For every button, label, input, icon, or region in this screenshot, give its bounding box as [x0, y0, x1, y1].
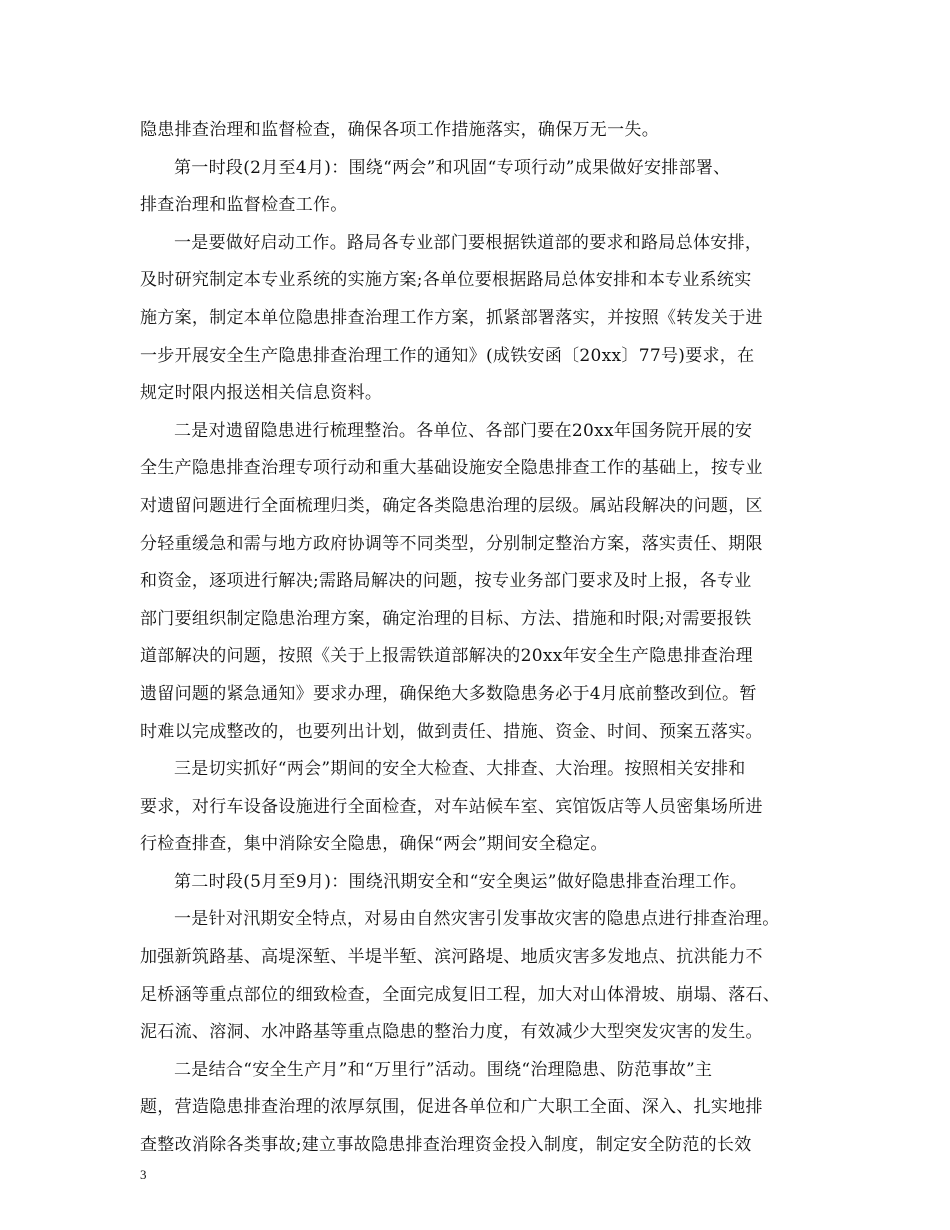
page-number: 3 — [140, 1167, 147, 1182]
document-body — [140, 112, 825, 1165]
text-line-5: 及时研究制定本专业系统的实施方案;各单位要根据路局总体安排和本专业系统实 — [140, 270, 752, 291]
text-line-27: 题，营造隐患排查治理的浓厚氛围，促进各单位和广大职工全面、深入、扎实地排 — [140, 1097, 763, 1118]
text-line-26: 二是结合“安全生产月”和“万里行”活动。围绕“治理隐患、防范事故”主 — [174, 1059, 713, 1080]
text-line-8: 规定时限内报送相关信息资料。 — [140, 383, 383, 404]
text-line-7: 一步开展安全生产隐患排查治理工作的通知》(成铁安函〔20xx〕77号)要求，在 — [140, 345, 755, 366]
text-line-20: 行检查排查，集中消除安全隐患，确保“两会”期间安全稳定。 — [140, 834, 608, 855]
text-line-1: 隐患排查治理和监督检查，确保各项工作措施落实，确保万无一失。 — [140, 120, 659, 140]
text-line-23: 加强新筑路基、高堤深堑、半堤半堑、滨河路堤、地质灾害多发地点、抗洪能力不 — [140, 947, 763, 968]
text-line-17: 时难以完成整改的，也要列出计划，做到责任、措施、资金、时间、预案五落实。 — [140, 721, 763, 742]
text-line-21: 第二时段(5月至9月)：围绕汛期安全和“安全奥运”做好隐患排查治理工作。 — [174, 871, 748, 892]
text-line-14: 部门要组织制定隐患治理方案，确定治理的目标、方法、措施和时限;对需要报铁 — [140, 608, 752, 629]
text-line-3: 排查治理和监督检查工作。 — [140, 195, 348, 216]
text-line-16: 遗留问题的紧急通知》要求办理，确保绝大多数隐患务必于4月底前整改到位。暂 — [140, 683, 757, 704]
text-line-18: 三是切实抓好“两会”期间的安全大检查、大排查、大治理。按照相关安排和 — [174, 759, 746, 780]
text-line-25: 泥石流、溶洞、水冲路基等重点隐患的整治力度，有效减少大型突发灾害的发生。 — [140, 1022, 763, 1043]
text-line-2: 第一时段(2月至4月)：围绕“两会”和巩固“专项行动”成果做好安排部署、 — [174, 157, 731, 178]
text-line-15: 道部解决的问题，按照《关于上报需铁道部解决的20xx年安全生产隐患排查治理 — [140, 646, 753, 667]
text-line-22: 一是针对汛期安全特点，对易由自然灾害引发事故灾害的隐患点进行排查治理。 — [174, 909, 780, 930]
text-line-19: 要求，对行车设备设施进行全面检查，对车站候车室、宾馆饭店等人员密集场所进 — [140, 796, 763, 817]
text-line-13: 和资金，逐项进行解决;需路局解决的问题，按专业务部门要求及时上报，各专业 — [140, 571, 752, 592]
text-line-6: 施方案，制定本单位隐患排查治理工作方案，抓紧部署落实，并按照《转发关于进 — [140, 307, 763, 328]
text-line-10: 全生产隐患排查治理专项行动和重大基础设施安全隐患排查工作的基础上，按专业 — [140, 458, 763, 479]
text-line-24: 足桥涵等重点部位的细致检查，全面完成复旧工程，加大对山体滑坡、崩塌、落石、 — [140, 984, 781, 1005]
text-line-11: 对遗留问题进行全面梳理归类，确定各类隐患治理的层级。属站段解决的问题，区 — [140, 495, 763, 516]
text-line-9: 二是对遗留隐患进行梳理整治。各单位、各部门要在20xx年国务院开展的安 — [174, 420, 753, 441]
text-line-28: 查整改消除各类事故;建立事故隐患排查治理资金投入制度，制定安全防范的长效 — [140, 1135, 752, 1156]
text-line-4: 一是要做好启动工作。路局各专业部门要根据铁道部的要求和路局总体安排， — [174, 232, 763, 253]
text-line-12: 分轻重缓急和需与地方政府协调等不同类型，分别制定整治方案，落实责任、期限 — [140, 533, 763, 554]
